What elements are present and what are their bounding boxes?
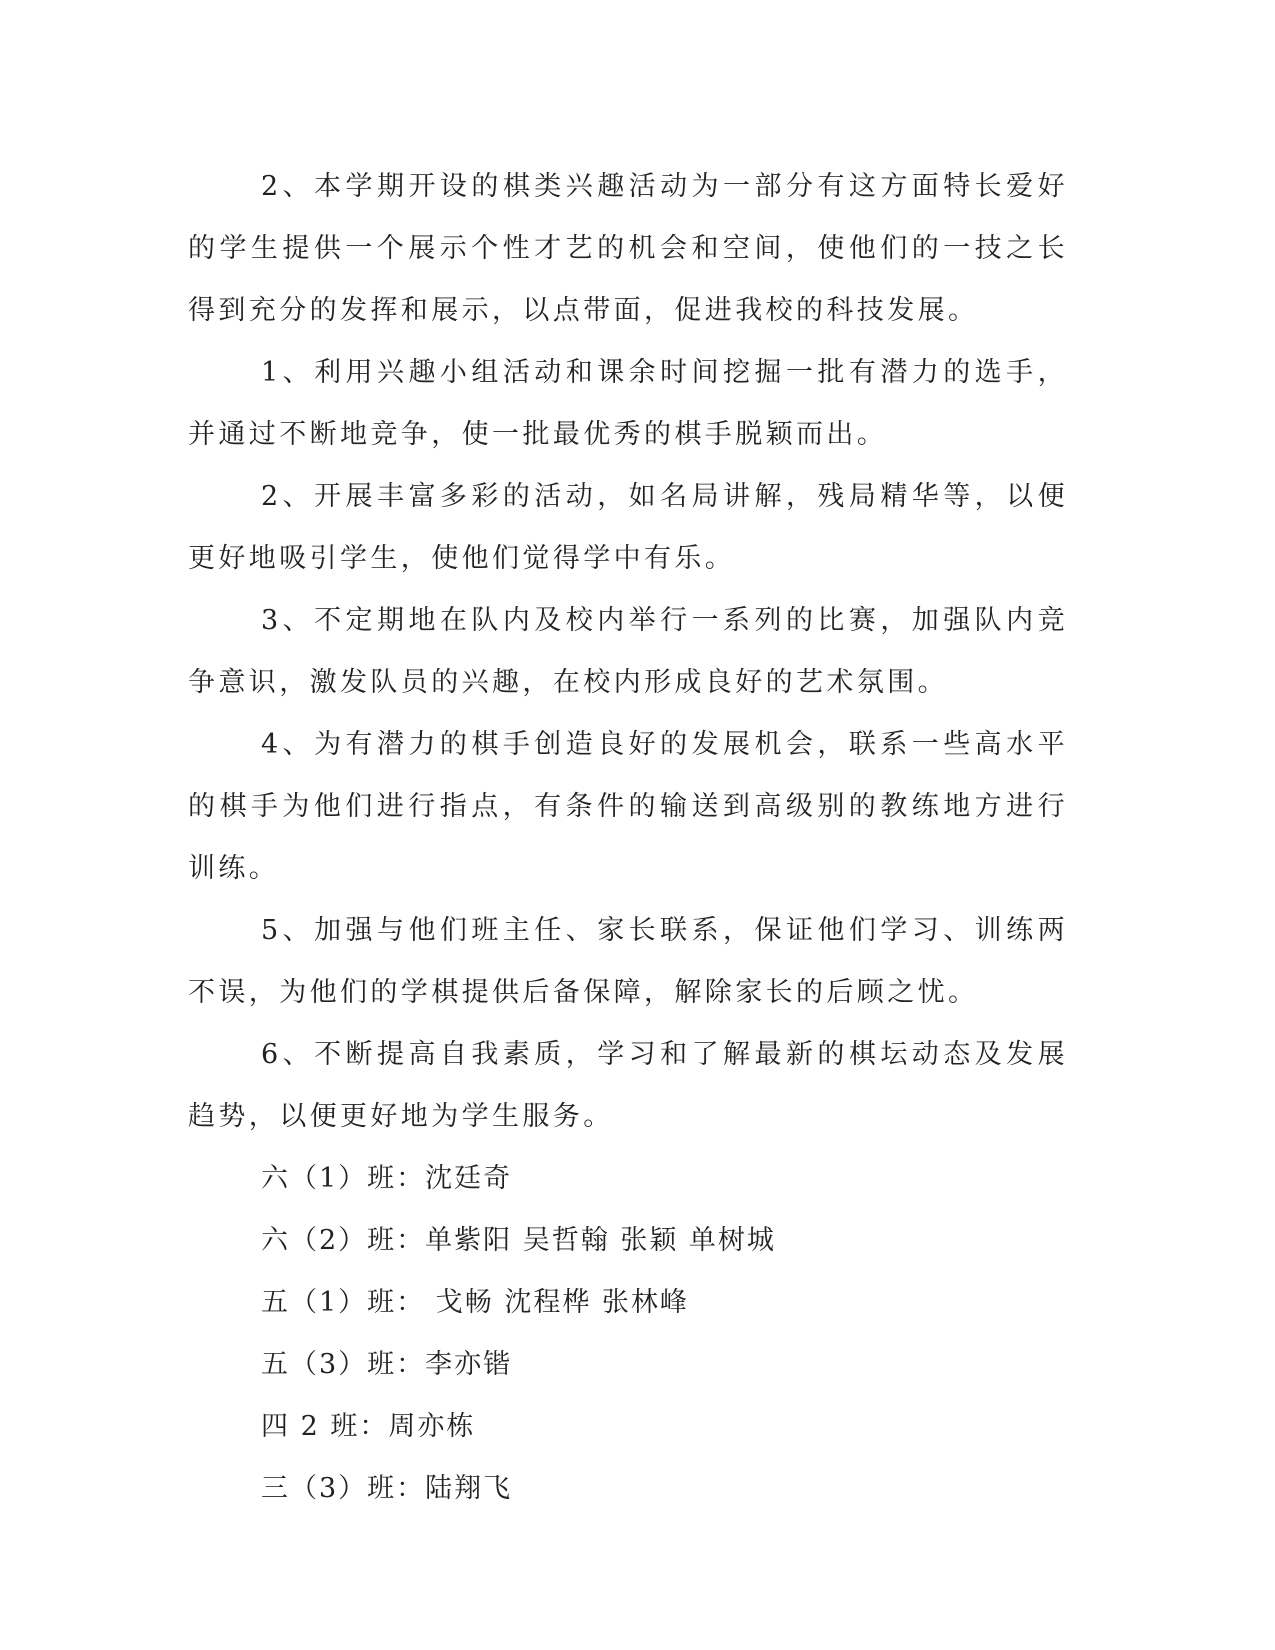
paragraph-measure-4: 4、为有潜力的棋手创造良好的发展机会，联系一些高水平的棋手为他们进行指点，有条件的输送到高级别的教练地方进行训练。 <box>188 729 1068 884</box>
paragraph-goal: 2、本学期开设的棋类兴趣活动为一部分有这方面特长爱好的学生提供一个展示个性才艺的机会和空间，使他们的一技之长得到充分的发挥和展示，以点带面，促进我校的科技发展。 <box>188 171 1068 326</box>
paragraph-measure-6: 6、不断提高自我素质，学习和了解最新的棋坛动态及发展趋势，以便更好地为学生服务。 <box>188 1039 1068 1132</box>
roster-item: 五（3）班：李亦锴 <box>261 1349 513 1380</box>
paragraph-measure-2: 2、开展丰富多彩的活动，如名局讲解，残局精华等，以便更好地吸引学生，使他们觉得学中有乐。 <box>188 481 1068 574</box>
roster-item: 三（3）班：陆翔飞 <box>261 1473 513 1504</box>
paragraph-measure-3: 3、不定期地在队内及校内举行一系列的比赛，加强队内竞争意识，激发队员的兴趣，在校内形成良好的艺术氛围。 <box>188 605 1068 698</box>
paragraph-measure-1: 1、利用兴趣小组活动和课余时间挖掘一批有潜力的选手，并通过不断地竞争，使一批最优秀的棋手脱颖而出。 <box>188 357 1068 450</box>
roster-item: 五（1）班： 戈畅 沈程桦 张林峰 <box>261 1287 689 1318</box>
roster-item: 六（1）班：沈廷奇 <box>261 1163 513 1194</box>
paragraph-measure-5: 5、加强与他们班主任、家长联系，保证他们学习、训练两不误，为他们的学棋提供后备保障，解除家长的后顾之忧。 <box>188 915 1068 1008</box>
roster-item: 四 2 班：周亦栋 <box>261 1411 476 1442</box>
document-body <box>188 156 1068 1520</box>
roster-item: 六（2）班：单紫阳 吴哲翰 张颖 单树城 <box>261 1225 776 1256</box>
roster-list <box>188 1148 1068 1520</box>
